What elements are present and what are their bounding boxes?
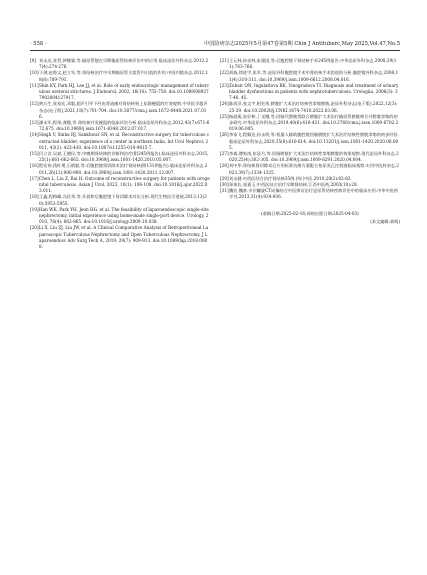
reference-item bbox=[30, 101, 210, 120]
reference-number: [14] bbox=[30, 132, 39, 138]
reference-item bbox=[30, 151, 210, 163]
reference-item bbox=[220, 114, 400, 133]
reference-text: 邹伟长,邹嘉玉.中西医结合治疗早期肾结核.江西中医药,2003(10):28. bbox=[229, 182, 358, 188]
reference-item bbox=[220, 151, 400, 163]
reference-number: [29] bbox=[220, 175, 229, 181]
reference-text: 陈尚洋,张文宇,相宏伟,膀胱扩大术治疗结核性挛缩膀胱.泌尿外科杂志(电子版),2022,12(3):25-29. doi:10.20020/j.CNKI.1674-7410.2022.03.06. bbox=[229, 101, 398, 113]
reference-number: [20] bbox=[30, 225, 39, 231]
reference-number: [28] bbox=[220, 163, 229, 169]
reference-number: [12] bbox=[30, 101, 39, 107]
received-dates: (收稿日期:2025-02-16;网络出版日期:2025-04-03) bbox=[261, 210, 359, 216]
reference-text: Singh V, Sinha RJ, Sankhwar SN, et al. Reconstructive surgery for tuberculous contracted bladder, experience of a center in northern India. Int Urol Nephrol, 2011, 43(2): 423-430. doi:10.1007/s11255-010-9815-7. bbox=[39, 132, 210, 150]
reference-item bbox=[220, 132, 400, 151]
reference-text: Li X, Liu ZJ, Liu JW, et al. A Clinical Comparative Analysis of Retroperitoneal Laparoscopic Tuberculous Nephrectomy and Open Tuberculous Nephrectomy. J Laparoendosc Adv Surg Tech A, 2019, 29(7): 909-913. doi:10.1089/lap.2018.0808. bbox=[39, 225, 209, 250]
references-right-list bbox=[220, 58, 400, 201]
reference-number: [23] bbox=[220, 82, 229, 88]
reference-number: [30] bbox=[220, 182, 229, 188]
reference-item bbox=[30, 194, 210, 206]
reference-text: 于满,赵鲁文,赵立军,等.肾结核治疗中早期输尿管支架管内引流的作用.中国内镜杂志,2012,18(8):789-791. bbox=[39, 70, 209, 82]
reference-item bbox=[220, 58, 400, 70]
references-right-column bbox=[220, 58, 400, 225]
reference-text: Han WK, Park YH, Jeon HG, et al. The feasibility of laparoendoscopic single-site nephrectomy, initial experience using home-made single-port device. Urology, 2010, 76(4): 862-865. doi:10.1016/j.urology.2009.10.038. bbox=[39, 206, 209, 225]
reference-number: [11] bbox=[30, 82, 39, 88]
reference-text: 刘永健.中西医结合治疗肾结核35例.四川中医,2010,28(2):82-83. bbox=[229, 175, 352, 181]
reference-number: [18] bbox=[30, 194, 39, 200]
reference-item bbox=[30, 225, 210, 250]
reference-item bbox=[30, 176, 210, 195]
reference-item bbox=[220, 70, 400, 82]
page-number: · 558 · bbox=[30, 41, 47, 47]
reference-text: 黄兵生,张家宏,邓毅,超声引导下经皮肾造瘘对肾结核致上尿路梗阻的疗效观察.中华医学超声杂志(电子版),2021,18(7):701-704. doi:10.3877/cma.j.issn.1672-6448.2021.07.016. bbox=[39, 101, 208, 119]
editor-credit: (本文编辑:郭萌) bbox=[370, 218, 400, 224]
reference-text: 魏宏,魏豪.多层螺旋CT成像结合中医辨证治疗泌尿系结核疾病诊治中的临床应用.中华中医药学刊,2013,31(4):934-936. bbox=[229, 188, 399, 200]
journal-citation: 中国防痨杂志2025年5月第47卷第5期 Chin J Antituberc,May 2025,Vol.47,No.5 bbox=[204, 41, 400, 47]
reference-text: 李家飞,程顺达,孙永明,等.机器人辅助腹腔镜回肠膀胱扩大术治疗结核性膀胱挛缩的初步经验.临床泌尿外科杂志,2020,35(8):610-614. doi:10.13201/j.issn.1001-1420.2020.08.005. bbox=[229, 132, 399, 150]
reference-number: [19] bbox=[30, 206, 39, 212]
reference-item bbox=[30, 58, 210, 70]
reference-item bbox=[30, 83, 210, 102]
reference-number: [24] bbox=[220, 101, 229, 107]
reference-text: 潘永军,程伟,龚键,等.肾结核并发梗阻的临床诊治分析.临床泌尿外科杂志,2012,43(7):671-672,675. doi:10.3969/j.issn.1671-8348.2012.07.017. bbox=[39, 120, 210, 132]
reference-text: Chen L, Liu Z, Bai H. Outcome of reconstructive surgery for patients with urogenital tuberculosis. Asian J Urol, 2023, 10(1): 106-108. doi:10.1016/j.ajur.2022.03.011. bbox=[39, 175, 210, 194]
reference-text: 杨晨燕,朱好伸,丁光娜,等.回肠代膀胱常联合膀胱扩大术治疗输尿管膀胱吻合并膀胱挛缩的初步研究.中华泌尿外科杂志,2019,40(6):416-421. doi:10.3760/cma.j.issn.1000-6702.2019.06.005. bbox=[229, 113, 399, 132]
reference-number: [31] bbox=[220, 188, 229, 194]
reference-number: [16] bbox=[30, 163, 39, 169]
reference-item bbox=[220, 101, 400, 113]
reference-number: [26] bbox=[220, 132, 229, 138]
reference-number: [25] bbox=[220, 113, 229, 119]
reference-number: [27] bbox=[220, 151, 229, 157]
reference-text: 王鑫,程梅峰,冯民华,等.开放和后腹腔镜下肾切除术对比分析.现代生物医学进展,2013,13(30):5953-5955. bbox=[39, 194, 207, 206]
reference-number: [17] bbox=[30, 175, 39, 181]
reference-text: 闫立君,吴斌,王德民,等.中晚期肾结核的诊断和治疗(附245例报告).临床泌尿外科杂志,2015,25(1):661-662-665. doi:10.3969/j.issn.1001-1420.2010.05.007. bbox=[39, 151, 209, 163]
reference-item bbox=[30, 163, 210, 175]
reference-text: 程宏伟,钱叶勇,石炳毅,等.后腹腔镜肾切除术治疗肾结核(附131例报告).临床泌尿外科杂志,2011,26(12):906-908. doi:10.3969/j.issn.1001-1420.2011.12.007. bbox=[39, 163, 208, 175]
reference-number: [21] bbox=[220, 58, 229, 63]
reference-number: [22] bbox=[220, 70, 229, 76]
reference-number: [15] bbox=[30, 151, 39, 157]
reference-text: Shin KY, Park HJ, Lee JJ, et al. Role of early endourologic management of tuberculous ureteral strictures. J Endourol, 2002, 16(10): 755-758. doi:10.1089/089277902804127917. bbox=[39, 82, 210, 101]
running-header bbox=[30, 38, 400, 51]
reference-item bbox=[30, 120, 210, 132]
reference-text: 王元林,孙亮林,朱建国,等.后腹腔镜下肾结核手术245例报告.中华泌尿外科杂志,2008,29(11):763-766. bbox=[229, 58, 397, 70]
reference-item bbox=[220, 83, 400, 102]
reference-text: 胡森,徐进宇,张军,等.泌尿外科腹腔镜手术中肾结核手术的进阶分析.腹腔镜外科杂志,2008,11(4):310-311. doi:10.3969/j.issn.1009-6612.2008.04.016. bbox=[229, 70, 399, 82]
reference-item bbox=[220, 188, 400, 200]
reference-item bbox=[220, 163, 400, 175]
reference-text: 刘永达,张哲,钟熊霖,等.输尿管镜在早期输尿管结核诊治中的应用.临床泌尿外科杂志,2012,27(4):274-276. bbox=[39, 58, 209, 70]
reference-item bbox=[30, 207, 210, 226]
reference-text: 李森,傅家南,彭显月,等.回肠膀胱扩大术治疗结核性挛缩膀胱的效果观察.现代泌尿外科杂志,2020,25(4):302-305. doi:10.3969/j.issn.1009-8291.2020.04.004. bbox=[229, 151, 399, 163]
reference-number: [13] bbox=[30, 120, 39, 126]
reference-text: 刘中华.肾结核肾切除术后应用标准抗痨方案配合鱼尿炎正注射液临床观察.实用中医药杂志,2023,39(7):1334-1325. bbox=[229, 163, 399, 175]
reference-item bbox=[30, 132, 210, 151]
reference-number: [9] bbox=[30, 58, 36, 63]
reference-text: Zuhair ON, Ingalattova RK, Vinogradova TI. Diagnosis and treatment of urinary bladder dysfunctions in patients with nephrotuberculosis. Urologiia, 2006(3): 37-40. 45. bbox=[229, 82, 399, 101]
reference-number: [10] bbox=[30, 70, 39, 76]
references-left-column bbox=[30, 58, 210, 250]
reference-item bbox=[30, 70, 210, 82]
